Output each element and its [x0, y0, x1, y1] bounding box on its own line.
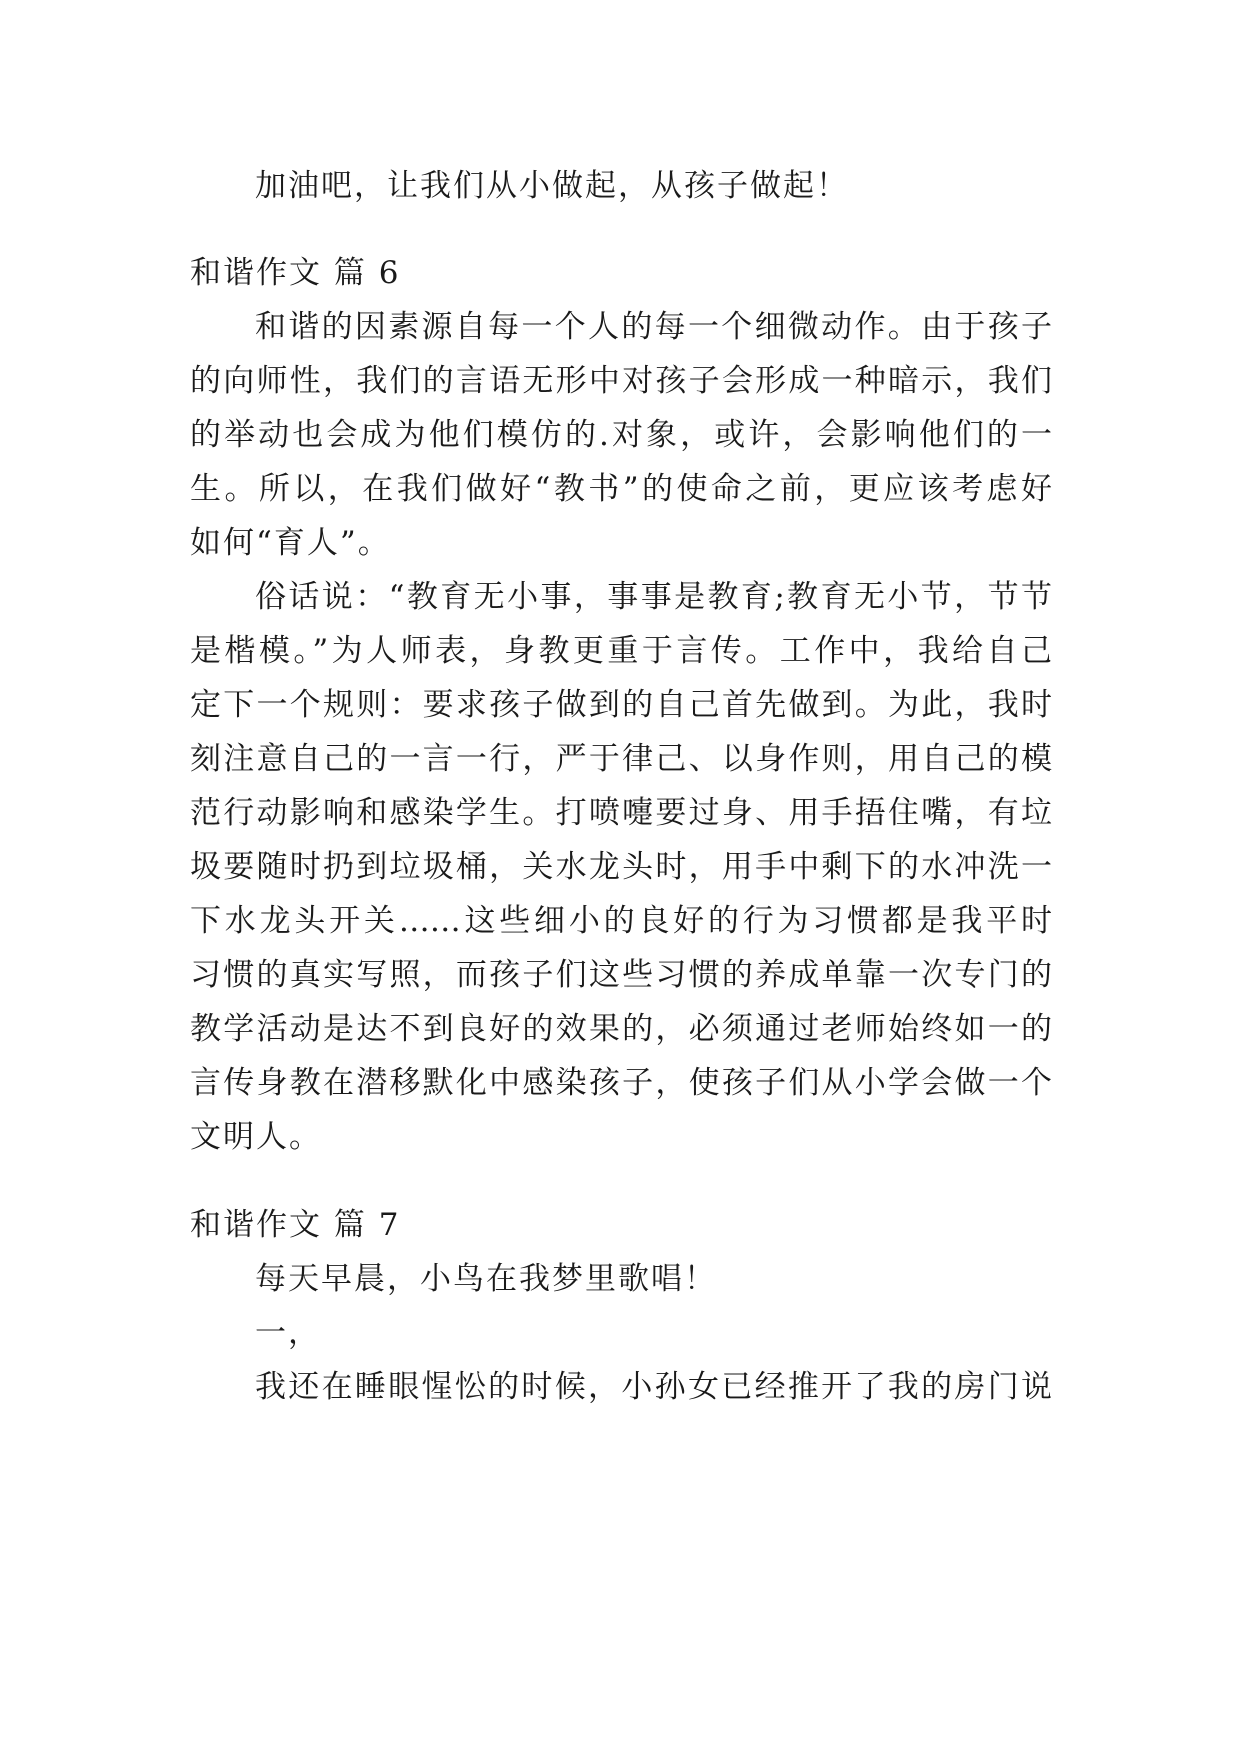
paragraph-line: 是楷模。”为人师表，身教更重于言传。工作中，我给自己 [190, 633, 1052, 669]
paragraph-line: 文明人。 [190, 1119, 322, 1155]
paragraph-line: 范行动影响和感染学生。打喷嚏要过身、用手捂住嘴，有垃 [190, 795, 1052, 831]
section-7-heading: 和谐作文 篇 7 [190, 1207, 401, 1243]
section-6-heading: 和谐作文 篇 6 [190, 255, 401, 291]
paragraph-line: 俗话说：“教育无小事，事事是教育;教育无小节，节节 [255, 579, 1052, 615]
paragraph-line: 教学活动是达不到良好的效果的，必须通过老师始终如一的 [190, 1011, 1052, 1047]
intro-line: 加油吧，让我们从小做起，从孩子做起！ [255, 168, 849, 204]
paragraph-line: 如何“育人”。 [190, 525, 391, 561]
paragraph-line: 下水龙头开关……这些细小的良好的行为习惯都是我平时 [190, 903, 1052, 939]
paragraph-line: 刻注意自己的一言一行，严于律己、以身作则，用自己的模 [190, 741, 1052, 777]
section-7-line-2: 一， [255, 1315, 321, 1351]
paragraph-line: 的向师性，我们的言语无形中对孩子会形成一种暗示，我们 [190, 363, 1052, 399]
paragraph-line: 的举动也会成为他们模仿的.对象，或许，会影响他们的一 [190, 417, 1052, 453]
paragraph-line: 习惯的真实写照，而孩子们这些习惯的养成单靠一次专门的 [190, 957, 1052, 993]
paragraph-line: 定下一个规则：要求孩子做到的自己首先做到。为此，我时 [190, 687, 1052, 723]
section-7-line-3: 我还在睡眼惺忪的时候，小孙女已经推开了我的房门说 [255, 1369, 1052, 1405]
paragraph-line: 言传身教在潜移默化中感染孩子，使孩子们从小学会做一个 [190, 1065, 1052, 1101]
paragraph-line: 圾要随时扔到垃圾桶，关水龙头时，用手中剩下的水冲洗一 [190, 849, 1052, 885]
paragraph-line: 和谐的因素源自每一个人的每一个细微动作。由于孩子 [255, 309, 1052, 345]
paragraph-line: 生。所以，在我们做好“教书”的使命之前，更应该考虑好 [190, 471, 1052, 507]
section-7-line-1: 每天早晨，小鸟在我梦里歌唱！ [255, 1261, 717, 1297]
